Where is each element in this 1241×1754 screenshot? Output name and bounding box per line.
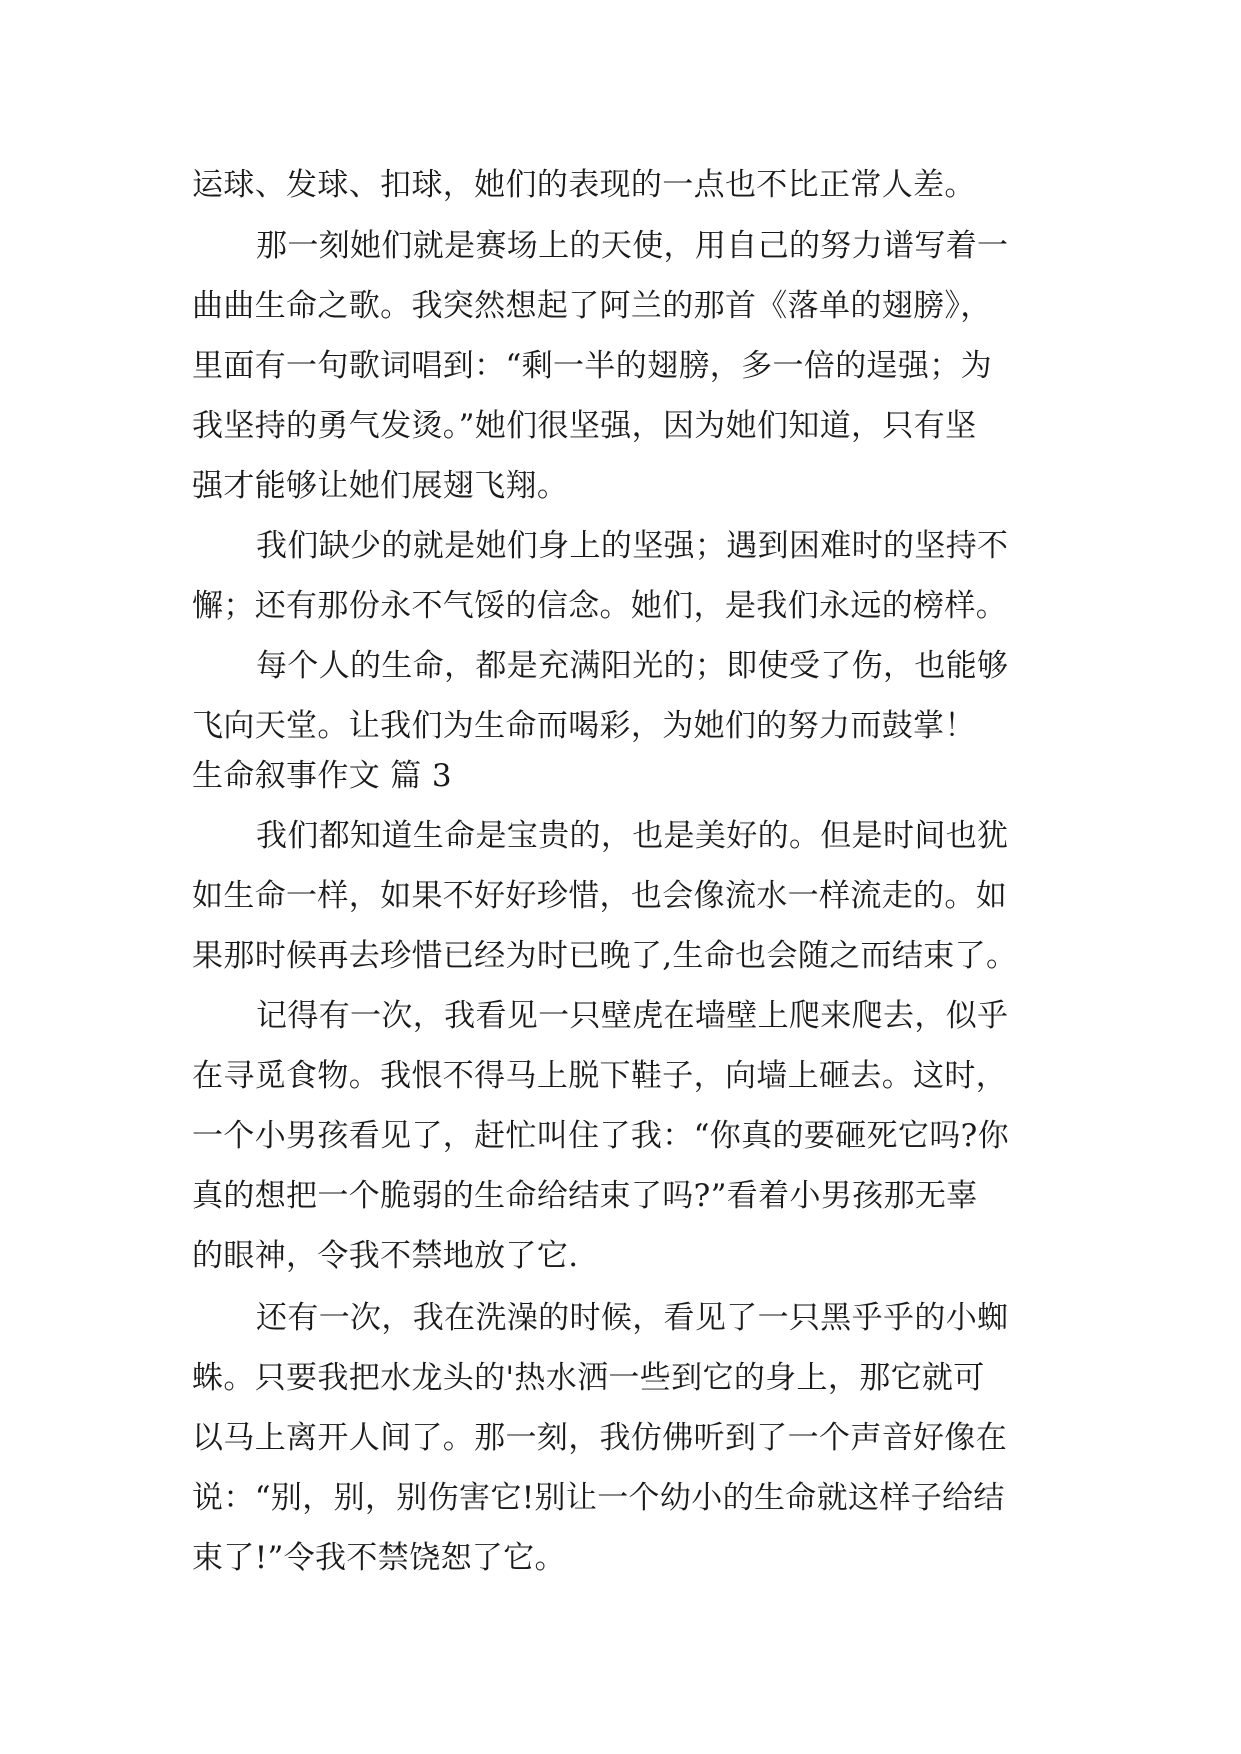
text-line: 我们都知道生命是宝贵的，也是美好的。但是时间也犹 (256, 818, 1009, 854)
text-line: 曲曲生命之歌。我突然想起了阿兰的那首《落单的翅膀》， (192, 288, 992, 324)
text-line: 说：“别，别，别伤害它!别让一个幼小的生命就这样子给结 (192, 1480, 1005, 1516)
text-line: 如生命一样，如果不好好珍惜，也会像流水一样流走的。如 (192, 878, 1008, 914)
section-heading: 生命叙事作文 篇 3 (192, 758, 452, 794)
text-line: 那一刻她们就是赛场上的天使，用自己的努力谱写着一 (256, 228, 1009, 264)
text-line: 强才能够让她们展翅飞翔。 (192, 468, 569, 504)
text-line: 在寻觅食物。我恨不得马上脱下鞋子，向墙上砸去。这时， (192, 1058, 1008, 1094)
text-line: 还有一次，我在洗澡的时候，看见了一只黑乎乎的小蜘 (256, 1300, 1009, 1336)
text-line: 运球、发球、扣球，她们的表现的一点也不比正常人差。 (192, 167, 976, 203)
text-line: 束了!”令我不禁饶恕了它。 (192, 1540, 566, 1576)
text-line: 的眼神，令我不禁地放了它. (192, 1238, 579, 1274)
text-line: 记得有一次，我看见一只壁虎在墙壁上爬来爬去，似乎 (256, 998, 1009, 1034)
text-line: 我坚持的勇气发烫。”她们很坚强，因为她们知道，只有坚 (192, 408, 977, 444)
text-line: 里面有一句歌词唱到：“剩一半的翅膀，多一倍的逞强；为 (192, 348, 992, 384)
text-line: 一个小男孩看见了，赶忙叫住了我：“你真的要砸死它吗?你 (192, 1118, 1009, 1154)
text-line: 懈；还有那份永不气馁的信念。她们，是我们永远的榜样。 (192, 588, 1008, 624)
text-line: 果那时候再去珍惜已经为时已晚了,生命也会随之而结束了。 (192, 938, 1018, 974)
text-line: 飞向天堂。让我们为生命而喝彩，为她们的努力而鼓掌！ (192, 708, 976, 744)
text-line: 以马上离开人间了。那一刻，我仿佛听到了一个声音好像在 (192, 1420, 1008, 1456)
text-line: 每个人的生命，都是充满阳光的；即使受了伤，也能够 (256, 648, 1009, 684)
text-line: 我们缺少的就是她们身上的坚强；遇到困难时的坚持不 (256, 528, 1009, 564)
text-line: 真的想把一个脆弱的生命给结束了吗?”看着小男孩那无辜 (192, 1178, 978, 1214)
text-line: 蛛。只要我把水龙头的'热水洒一些到它的身上，那它就可 (192, 1360, 985, 1396)
